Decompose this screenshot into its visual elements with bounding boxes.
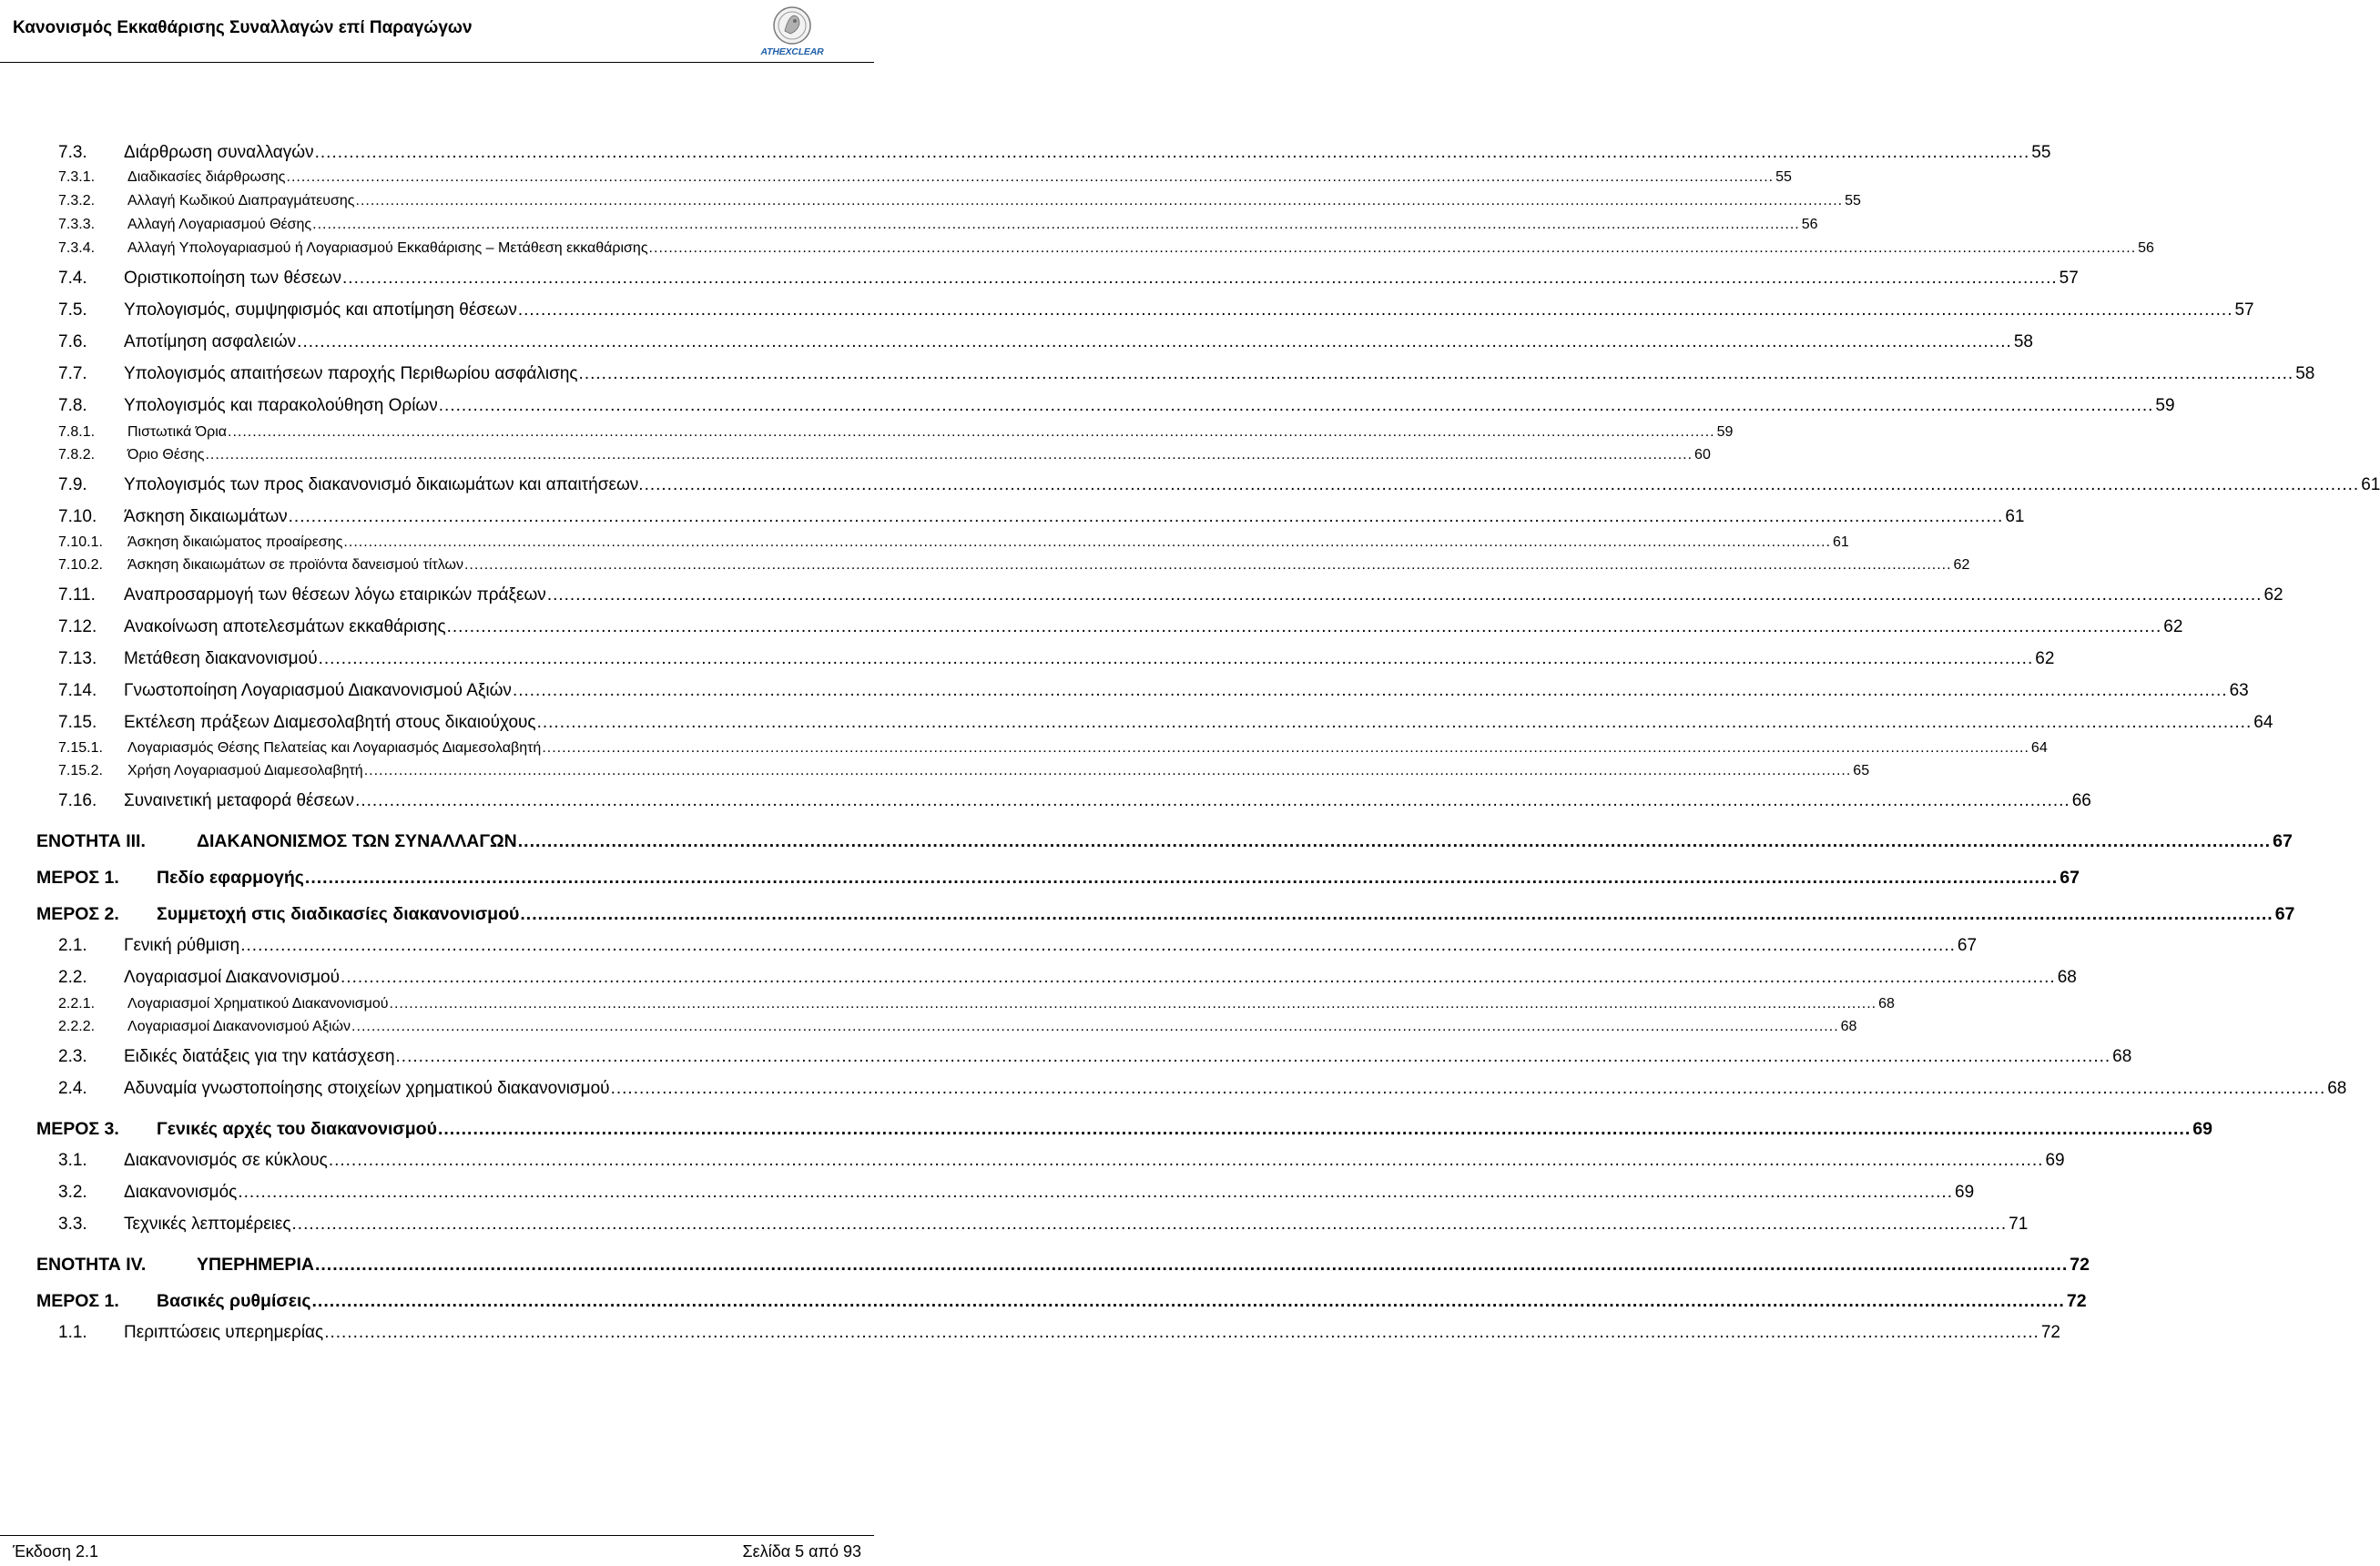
toc-entry-page: 68 <box>1840 1019 1857 1034</box>
dot-leader: ............................................................................................................................................................................................................................................................................................................ <box>297 332 2012 351</box>
toc-entry-page: 68 <box>2112 1047 2132 1066</box>
dot-leader: ............................................................................................................................................................................................................................................................................................................ <box>363 763 1852 778</box>
toc-entry-number: 2.4. <box>58 1079 87 1098</box>
toc-entry-page: 67 <box>2273 831 2293 851</box>
toc-entry-title: Λογαριασμοί Διακανονισμού Αξιών <box>127 1019 351 1034</box>
toc-entry[interactable] <box>58 1019 1857 1035</box>
dot-leader: ............................................................................................................................................................................................................................................................................................................ <box>238 1183 1953 1202</box>
dot-leader: ............................................................................................................................................................................................................................................................................................................ <box>311 1291 2065 1311</box>
toc-entry-title: Όριο Θέσης <box>127 447 205 463</box>
toc-entry-number: ΜΕΡΟΣ 1. <box>36 868 119 888</box>
toc-entry-title: Άσκηση δικαιώματος προαίρεσης <box>127 534 343 550</box>
toc-entry-title: Συναινετική μεταφορά θέσεων <box>124 791 355 810</box>
toc-entry-title: Γνωστοποίηση Λογαριασμού Διακανονισμού Αξιών <box>124 681 512 700</box>
toc-entry-number: 7.4. <box>58 269 87 288</box>
dot-leader: ............................................................................................................................................................................................................................................................................................................ <box>520 904 2273 924</box>
toc-entry[interactable] <box>58 240 2154 257</box>
toc-entry-title: Διαδικασίες διάρθρωσης <box>127 169 286 185</box>
toc-entry-title: Συμμετοχή στις διαδικασίες διακανονισμού <box>157 904 520 924</box>
dot-leader: ............................................................................................................................................................................................................................................................................................................ <box>644 475 2360 494</box>
toc-entry-number: 2.2. <box>58 968 87 987</box>
dot-leader: ............................................................................................................................................................................................................................................................................................................ <box>648 240 2137 256</box>
toc-entry-title: Χρήση Λογαριασμού Διαμεσολαβητή <box>127 763 363 778</box>
toc-entry-number: 7.8. <box>58 396 87 415</box>
toc-entry-title: ΥΠΕΡΗΜΕΡΙΑ <box>197 1255 314 1275</box>
toc-entry-number: 7.16. <box>58 791 97 810</box>
document-title: Κανονισμός Εκκαθάρισης Συναλλαγών επί Παραγώγων <box>13 18 473 37</box>
dot-leader: ............................................................................................................................................................................................................................................................................................................ <box>512 681 2228 700</box>
toc-entry-title: Υπολογισμός απαιτήσεων παροχής Περιθωρίου ασφάλισης <box>124 364 578 383</box>
dot-leader: ............................................................................................................................................................................................................................................................................................................ <box>341 968 2056 987</box>
toc-entry-title: Μετάθεση διακανονισμού <box>124 649 318 668</box>
toc-entry-number: 7.3.4. <box>58 240 96 256</box>
toc-entry[interactable] <box>58 507 2025 527</box>
toc-entry[interactable] <box>58 193 1861 209</box>
toc-entry[interactable] <box>36 831 2293 852</box>
toc-entry-page: 63 <box>2229 681 2249 700</box>
toc-entry-title: Τεχνικές λεπτομέρειες <box>124 1215 291 1234</box>
toc-entry[interactable] <box>58 996 1895 1012</box>
toc-entry-title: Αλλαγή Λογαριασμού Θέσης <box>127 217 312 232</box>
toc-entry-page: 67 <box>1957 936 1978 955</box>
toc-entry-page: 61 <box>1833 534 1849 550</box>
toc-entry-number: 2.3. <box>58 1047 87 1066</box>
toc-entry-page: 65 <box>1853 763 1870 778</box>
toc-entry[interactable] <box>58 143 2051 163</box>
toc-entry[interactable] <box>58 713 2273 733</box>
toc-entry-number: ΜΕΡΟΣ 3. <box>36 1119 119 1139</box>
toc-entry-number: 7.15. <box>58 713 97 732</box>
logo-text: ATHEXCLEAR <box>760 46 824 57</box>
toc-entry[interactable] <box>58 364 2315 384</box>
dot-leader: ............................................................................................................................................................................................................................................................................................................ <box>578 364 2294 383</box>
toc-entry[interactable] <box>58 1215 2029 1235</box>
toc-entry-title: Γενικές αρχές του διακανονισμού <box>157 1119 437 1139</box>
toc-entry[interactable] <box>58 617 2183 637</box>
toc-entry-number: 7.10.2. <box>58 557 103 573</box>
toc-entry-title: Λογαριασμός Θέσης Πελατείας και Λογαριασμός Διαμεσολαβητή <box>127 740 542 756</box>
toc-entry-title: Πεδίο εφαρμογής <box>157 868 304 888</box>
toc-entry-number: 7.13. <box>58 649 97 668</box>
toc-entry-title: Υπολογισμός των προς διακανονισμό δικαιωμάτων και απαιτήσεων. <box>124 475 644 494</box>
page-footer <box>0 1535 874 1566</box>
toc-entry-title: Εκτέλεση πράξεων Διαμεσολαβητή στους δικαιούχους <box>124 713 536 732</box>
toc-entry-number: 7.3. <box>58 143 87 162</box>
dot-leader: ............................................................................................................................................................................................................................................................................................................ <box>304 868 2059 888</box>
dot-leader: ............................................................................................................................................................................................................................................................................................................ <box>228 424 1715 440</box>
dot-leader: ............................................................................................................................................................................................................................................................................................................ <box>240 936 1956 955</box>
toc-entry[interactable] <box>58 791 2091 811</box>
dot-leader: ............................................................................................................................................................................................................................................................................................................ <box>318 649 2034 668</box>
dot-leader: ............................................................................................................................................................................................................................................................................................................ <box>351 1019 1839 1034</box>
toc-entry-title: Αναπροσαρμογή των θέσεων λόγω εταιρικών πράξεων <box>124 585 546 605</box>
toc-entry-title: Γενική ρύθμιση <box>124 936 240 955</box>
toc-entry-number: 7.10.1. <box>58 534 103 550</box>
toc-entry-page: 66 <box>2071 791 2091 810</box>
toc-entry-page: 55 <box>2031 143 2051 162</box>
toc-entry-number: 3.1. <box>58 1151 87 1170</box>
toc-entry[interactable] <box>58 447 1711 463</box>
toc-entry-page: 67 <box>2060 868 2080 888</box>
dot-leader: ............................................................................................................................................................................................................................................................................................................ <box>610 1079 2326 1098</box>
toc-entry-number: 7.15.1. <box>58 740 103 756</box>
toc-entry[interactable] <box>58 649 2055 669</box>
toc-entry-title: Άσκηση δικαιωμάτων <box>124 507 288 526</box>
toc-entry[interactable] <box>58 217 1818 233</box>
toc-entry-title: Λογαριασμοί Διακανονισμού <box>124 968 341 987</box>
toc-entry-page: 69 <box>1955 1183 1975 1202</box>
toc-entry-page: 69 <box>2045 1151 2065 1170</box>
toc-entry-title: Διάρθρωση συναλλαγών <box>124 143 314 162</box>
toc-entry-number: 7.5. <box>58 300 87 320</box>
toc-entry-page: 62 <box>2263 585 2283 605</box>
toc-entry-page: 67 <box>2274 904 2295 924</box>
toc-entry[interactable] <box>58 534 1849 551</box>
toc-entry[interactable] <box>58 300 2254 320</box>
toc-entry[interactable] <box>58 936 1978 956</box>
toc-entry-title: Ανακοίνωση αποτελεσμάτων εκκαθάρισης <box>124 617 446 636</box>
toc-entry[interactable] <box>58 169 1792 186</box>
dot-leader: ............................................................................................................................................................................................................................................................................................................ <box>446 617 2162 636</box>
toc-entry[interactable] <box>58 681 2249 701</box>
toc-entry-title: Περιπτώσεις υπερημερίας <box>124 1323 324 1342</box>
toc-entry-number: 7.11. <box>58 585 96 605</box>
dot-leader: ............................................................................................................................................................................................................................................................................................................ <box>389 996 1877 1012</box>
toc-entry-page: 55 <box>1775 169 1792 185</box>
toc-entry-title: Αδυναμία γνωστοποίησης στοιχείων χρηματικού διακανονισμού <box>124 1079 610 1098</box>
toc-entry[interactable] <box>58 475 2380 495</box>
toc-entry-page: 56 <box>2138 240 2154 256</box>
dot-leader: ............................................................................................................................................................................................................................................................................................................ <box>343 534 1832 550</box>
toc-entry-title: Αποτίμηση ασφαλειών <box>124 332 297 351</box>
toc-entry-title: Βασικές ρυθμίσεις <box>157 1291 311 1311</box>
toc-entry[interactable] <box>36 1119 2212 1140</box>
toc-entry-number: 7.6. <box>58 332 87 351</box>
toc-entry-page: 57 <box>2059 269 2079 288</box>
toc-entry[interactable] <box>58 1151 2065 1171</box>
dot-leader: ............................................................................................................................................................................................................................................................................................................ <box>542 740 2029 756</box>
toc-entry[interactable] <box>58 1079 2347 1099</box>
toc-entry-page: 64 <box>2030 740 2048 756</box>
toc-entry-page: 68 <box>1878 996 1895 1012</box>
toc-entry-page: 56 <box>1801 217 1818 232</box>
toc-entry-title: Ειδικές διατάξεις για την κατάσχεση <box>124 1047 395 1066</box>
dot-leader: ............................................................................................................................................................................................................................................................................................................ <box>286 169 1775 185</box>
toc-entry-title: Διακανονισμός <box>124 1183 238 1202</box>
dot-leader: ............................................................................................................................................................................................................................................................................................................ <box>312 217 1800 232</box>
toc-entry-page: 62 <box>2163 617 2183 636</box>
toc-entry-page: 58 <box>2013 332 2033 351</box>
toc-entry[interactable] <box>58 1323 2060 1343</box>
dot-leader: ............................................................................................................................................................................................................................................................................................................ <box>355 193 1844 208</box>
toc-entry[interactable] <box>58 396 2175 416</box>
toc-entry[interactable] <box>58 557 1970 574</box>
toc-entry-title: Πιστωτικά Όρια <box>127 424 228 440</box>
toc-entry-number: 2.1. <box>58 936 87 955</box>
toc-entry-title: Λογαριασμοί Χρηματικού Διακανονισμού <box>127 996 389 1012</box>
toc-entry[interactable] <box>58 585 2283 605</box>
toc-entry[interactable] <box>36 1291 2087 1312</box>
toc-entry-number: 7.3.3. <box>58 217 96 232</box>
toc-entry-page: 72 <box>2070 1255 2090 1275</box>
toc-entry-page: 60 <box>1694 447 1711 463</box>
toc-entry-title: Υπολογισμός και παρακολούθηση Ορίων <box>124 396 438 415</box>
toc-entry[interactable] <box>58 332 2033 352</box>
toc-entry-page: 58 <box>2295 364 2315 383</box>
page-number: Σελίδα 5 από 93 <box>742 1542 861 1561</box>
toc-entry-number: ΜΕΡΟΣ 2. <box>36 904 119 924</box>
dot-leader: ............................................................................................................................................................................................................................................................................................................ <box>437 1119 2192 1139</box>
toc-entry-title: Διακανονισμός σε κύκλους <box>124 1151 328 1170</box>
dot-leader: ............................................................................................................................................................................................................................................................................................................ <box>546 585 2263 605</box>
dot-leader: ............................................................................................................................................................................................................................................................................................................ <box>291 1215 2008 1234</box>
toc-entry-number: 7.3.2. <box>58 193 96 208</box>
toc-entry[interactable] <box>36 868 2080 889</box>
toc-entry-page: 59 <box>1716 424 1734 440</box>
toc-entry-number: 7.9. <box>58 475 87 494</box>
dot-leader: ............................................................................................................................................................................................................................................................................................................ <box>314 143 2030 162</box>
toc-entry[interactable] <box>58 424 1734 441</box>
toc-entry-page: 62 <box>1953 557 1970 573</box>
dot-leader: ............................................................................................................................................................................................................................................................................................................ <box>438 396 2154 415</box>
dot-leader: ............................................................................................................................................................................................................................................................................................................ <box>205 447 1693 463</box>
dot-leader: ............................................................................................................................................................................................................................................................................................................ <box>517 300 2233 320</box>
toc-entry-number: 2.2.2. <box>58 1019 96 1034</box>
dot-leader: ............................................................................................................................................................................................................................................................................................................ <box>314 1255 2069 1275</box>
toc-entry-page: 59 <box>2155 396 2175 415</box>
dot-leader: ............................................................................................................................................................................................................................................................................................................ <box>536 713 2253 732</box>
toc-entry-page: 72 <box>2066 1291 2087 1311</box>
toc-entry-page: 57 <box>2234 300 2254 320</box>
toc-entry[interactable] <box>58 763 1870 779</box>
toc-entry[interactable] <box>36 1255 2090 1276</box>
toc-entry[interactable] <box>36 904 2295 925</box>
toc-entry-number: ΕΝΟΤΗΤΑ IV. <box>36 1255 147 1275</box>
dot-leader: ............................................................................................................................................................................................................................................................................................................ <box>463 557 1952 573</box>
dot-leader: ............................................................................................................................................................................................................................................................................................................ <box>395 1047 2111 1066</box>
toc-entry-page: 61 <box>2005 507 2025 526</box>
dot-leader: ............................................................................................................................................................................................................................................................................................................ <box>355 791 2070 810</box>
toc-entry-page: 55 <box>1845 193 1861 208</box>
dot-leader: ............................................................................................................................................................................................................................................................................................................ <box>517 831 2272 851</box>
toc-entry-number: 3.2. <box>58 1183 87 1202</box>
toc-entry-title: Υπολογισμός, συμψηφισμός και αποτίμηση θέσεων <box>124 300 517 320</box>
toc-entry-page: 68 <box>2327 1079 2347 1098</box>
toc-entry[interactable] <box>58 968 2077 988</box>
dot-leader: ............................................................................................................................................................................................................................................................................................................ <box>324 1323 2039 1342</box>
toc-entry-number: 3.3. <box>58 1215 87 1234</box>
toc-entry-number: 7.3.1. <box>58 169 96 185</box>
toc-entry[interactable] <box>58 1183 1975 1203</box>
toc-entry-number: 7.12. <box>58 617 97 636</box>
toc-entry-page: 62 <box>2035 649 2055 668</box>
toc-entry-page: 69 <box>2192 1119 2212 1139</box>
toc-entry-number: 1.1. <box>58 1323 87 1342</box>
dot-leader: ............................................................................................................................................................................................................................................................................................................ <box>288 507 2004 526</box>
toc-entry-page: 71 <box>2009 1215 2029 1234</box>
toc-entry-title: Αλλαγή Κωδικού Διαπραγμάτευσης <box>127 193 355 208</box>
toc-entry[interactable] <box>58 269 2079 289</box>
toc-entry-number: 7.14. <box>58 681 97 700</box>
toc-entry-title: Οριστικοποίηση των θέσεων <box>124 269 342 288</box>
toc-entry-title: Αλλαγή Υπολογαριασμού ή Λογαριασμού Εκκαθάρισης – Μετάθεση εκκαθάρισης <box>127 240 648 256</box>
toc-entry-number: 7.10. <box>58 507 97 526</box>
toc-entry-page: 68 <box>2057 968 2077 987</box>
toc-entry-number: 7.7. <box>58 364 87 383</box>
toc-entry[interactable] <box>58 1047 2132 1067</box>
toc-entry-title: ΔΙΑΚΑΝΟΝΙΣΜΟΣ ΤΩΝ ΣΥΝΑΛΛΑΓΩΝ <box>197 831 517 851</box>
dot-leader: ............................................................................................................................................................................................................................................................................................................ <box>342 269 2058 288</box>
toc-entry[interactable] <box>58 740 2048 757</box>
version-label: Έκδοση 2.1 <box>13 1542 99 1561</box>
dot-leader: ............................................................................................................................................................................................................................................................................................................ <box>328 1151 2044 1170</box>
toc-entry-page: 72 <box>2040 1323 2060 1342</box>
toc-entry-number: ΕΝΟΤΗΤΑ III. <box>36 831 146 851</box>
toc-entry-number: 7.8.1. <box>58 424 96 440</box>
toc-entry-page: 64 <box>2253 713 2273 732</box>
toc-entry-number: 7.15.2. <box>58 763 103 778</box>
toc-entry-page: 61 <box>2361 475 2380 494</box>
toc-entry-number: 2.2.1. <box>58 996 96 1012</box>
toc-entry-number: 7.8.2. <box>58 447 96 463</box>
toc-entry-number: ΜΕΡΟΣ 1. <box>36 1291 119 1311</box>
toc-entry-title: Άσκηση δικαιωμάτων σε προϊόντα δανεισμού τίτλων <box>127 557 463 573</box>
